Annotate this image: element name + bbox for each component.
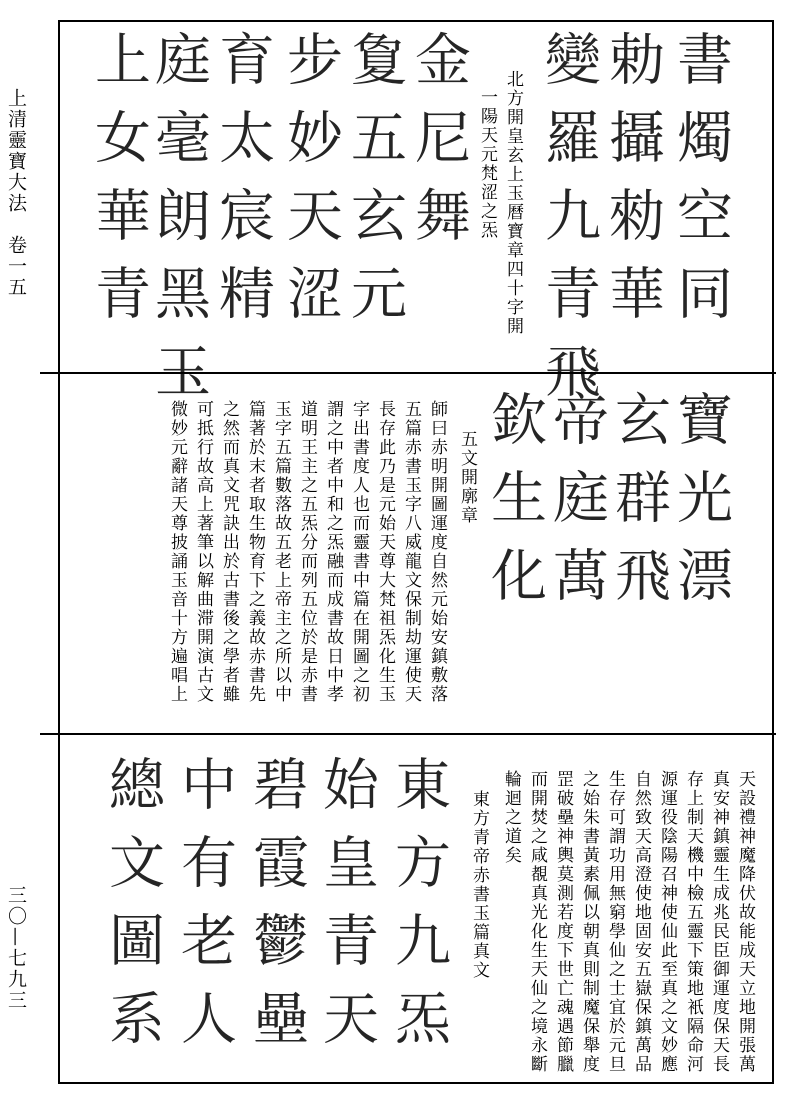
seal-column: 玄群飛 — [606, 390, 671, 624]
text-column: 自然致天高澄使地固安五嶽保鎮萬品 — [631, 770, 651, 1074]
text-column: 微妙元辭諸天尊披誦玉音十方遍唱上 — [167, 400, 187, 704]
chapter-heading: 東方青帝赤書玉篇真文 — [469, 790, 489, 980]
seal-column: 變羅九青飛 — [536, 30, 601, 420]
text-column: 源運役陰陽召神使仙此至真之文妙應 — [657, 770, 677, 1074]
seal-column: 始皇青天 — [314, 755, 379, 1067]
seal-column: 中有老人 — [172, 755, 237, 1067]
seal-column: 欽生化 — [482, 390, 547, 624]
seal-column: 東方九炁 — [386, 755, 451, 1067]
text-column: 謂之中者中和之炁融而成書故日中孝 — [323, 400, 343, 704]
text-column: 可抵行故高上著筆以解曲滞開演古文 — [193, 400, 213, 704]
seal-column: 上女華青 — [86, 30, 151, 342]
page-number-margin: 三〇—七九三 — [5, 885, 27, 1011]
text-column: 之始朱書黃素佩以朝真則制魔保舉度 — [579, 770, 599, 1074]
text-column: 師曰赤明開圖運度自然元始安鎮敷落 — [427, 400, 447, 704]
seal-column: 寶光漂 — [668, 390, 733, 624]
seal-column: 育太宸精 — [210, 30, 275, 342]
seal-column: 勅攝勑華 — [600, 30, 665, 342]
text-column: 而開焚之咸覩真光化生天仙之境永斷 — [527, 770, 547, 1074]
text-column: 長存此乃是元始天尊大梵祖炁化生玉 — [375, 400, 395, 704]
text-column: 五篇赤書玉字八威龍文保制劫運使天 — [401, 400, 421, 704]
text-column: 道明王主之五炁分而列五位於是赤書 — [297, 400, 317, 704]
text-column: 真安神鎮靈生成兆民臣御運度保天長 — [709, 770, 729, 1074]
seal-column: 金尼舞 — [406, 30, 471, 264]
text-column: 存上制天機中檢五靈下策地衹隔命河 — [683, 770, 703, 1074]
text-column: 天設禮神魔降伏故能成天立地開張萬 — [735, 770, 755, 1074]
text-column: 輪迴之道矣 — [501, 770, 521, 865]
seal-column: 碧霞鬱壘 — [244, 755, 309, 1067]
seal-column: 步妙天涩 — [278, 30, 343, 342]
text-column: 篇著於末者取生物育下之義故赤書先 — [245, 400, 265, 704]
text-column: 罡破壘神輿莫測若度下世亡魂遇節臘 — [553, 770, 573, 1074]
heading-line-2: 一陽天元梵涩之炁 — [477, 88, 497, 240]
text-column: 生存可謂功用無窮學仙之士宜於元旦 — [605, 770, 625, 1074]
text-column: 玉字五篇數落故五老上帝主之所以中 — [271, 400, 291, 704]
seal-column: 帝庭萬 — [544, 390, 609, 624]
book-title-margin: 上清靈寶大法 卷一五 — [5, 88, 27, 298]
heading-line-1: 北方開皇玄上玉曆寶章四十字開 — [503, 70, 523, 336]
seal-column: 書燭空同 — [668, 30, 733, 342]
chapter-heading: 五文開廓章 — [457, 430, 477, 525]
seal-column: 總文圖系 — [100, 755, 165, 1067]
section-divider-bottom — [40, 733, 776, 735]
seal-column: 庭毫朗黑玉 — [146, 30, 211, 420]
text-column: 字出書度人也而靈書中篇在開圖之初 — [349, 400, 369, 704]
text-column: 之然而真文咒訣出於古書後之學者雖 — [219, 400, 239, 704]
seal-column: 夐五玄元 — [342, 30, 407, 342]
